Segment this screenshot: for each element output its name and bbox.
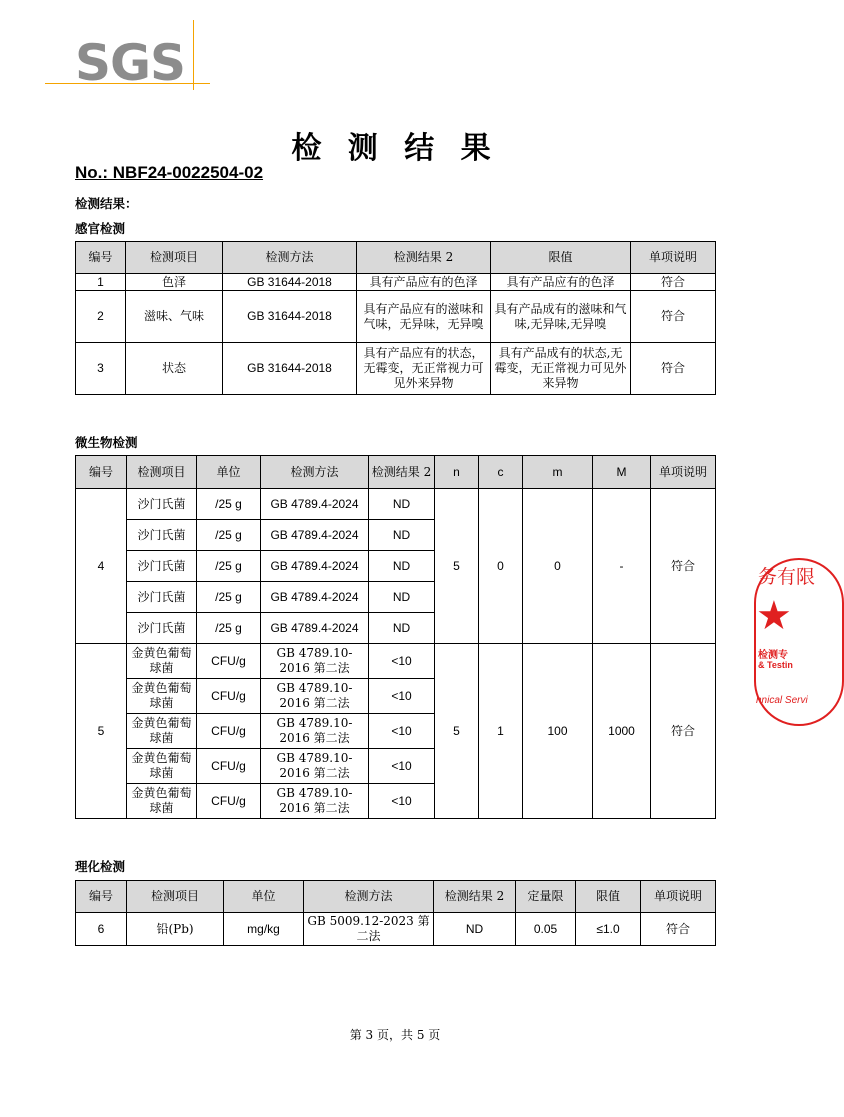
group-m-cell: 0 <box>523 489 593 644</box>
group-verdict-cell: 符合 <box>651 644 716 819</box>
table-cell: 沙门氏菌 <box>127 613 197 644</box>
table-cell: 沙门氏菌 <box>127 582 197 613</box>
table-cell: CFU/g <box>197 714 261 749</box>
section-title-sensory: 感官检测 <box>75 221 126 236</box>
group-m-cell: 100 <box>523 644 593 819</box>
table-cell: GB 4789.10-2016 第二法 <box>261 784 369 819</box>
table-row <box>76 274 716 291</box>
table-cell: ≤1.0 <box>576 913 641 946</box>
table-cell: GB 4789.10-2016 第二法 <box>261 749 369 784</box>
table-cell: GB 31644-2018 <box>223 291 357 343</box>
table-cell: mg/kg <box>224 913 304 946</box>
page-title: 检 测 结 果 <box>291 131 499 166</box>
table-cell: 金黄色葡萄球菌 <box>127 644 197 679</box>
table-cell: /25 g <box>197 489 261 520</box>
table-row <box>76 489 716 520</box>
table-cell: /25 g <box>197 582 261 613</box>
column-header: 检测结果 2 <box>434 881 516 913</box>
table-cell: 具有产品应有的状态，无霉变，无正常视力可见外来异物 <box>357 343 491 395</box>
table-cell: 色泽 <box>126 274 223 291</box>
table-cell: GB 31644-2018 <box>223 274 357 291</box>
table-cell: ND <box>369 582 435 613</box>
table-cell: 沙门氏菌 <box>127 520 197 551</box>
column-header: 编号 <box>76 881 127 913</box>
table-cell: 沙门氏菌 <box>127 489 197 520</box>
column-header: 定量限 <box>516 881 576 913</box>
company-seal-fragment <box>754 558 816 728</box>
table-cell: 滋味、气味 <box>126 291 223 343</box>
seal-text-en: & Testin <box>758 660 793 670</box>
table-cell: GB 4789.10-2016 第二法 <box>261 679 369 714</box>
column-header: m <box>523 456 593 489</box>
table-cell: 符合 <box>641 913 716 946</box>
logo-vertical-rule <box>193 20 194 90</box>
table-cell: GB 4789.4-2024 <box>261 613 369 644</box>
group-m-cell: 1000 <box>593 644 651 819</box>
table-row <box>76 343 716 395</box>
report-number: No.: NBF24-0022504-02 <box>75 163 264 182</box>
column-header: 单位 <box>197 456 261 489</box>
table-cell: 金黄色葡萄球菌 <box>127 749 197 784</box>
seal-text-bottom: hnical Servi <box>756 695 808 706</box>
table-cell: /25 g <box>197 551 261 582</box>
item-number: 5 <box>76 644 127 819</box>
page-footer: 第 3 页，共 5 页 <box>349 1028 441 1042</box>
table-cell: 符合 <box>631 343 716 395</box>
table-cell: <10 <box>369 749 435 784</box>
table-cell: CFU/g <box>197 644 261 679</box>
table-header-row <box>76 242 716 274</box>
table-cell: 6 <box>76 913 127 946</box>
column-header: 检测结果 2 <box>357 242 491 274</box>
table-row <box>76 644 716 679</box>
table-cell: /25 g <box>197 520 261 551</box>
group-n-cell: 5 <box>435 644 479 819</box>
micro-table <box>75 455 716 819</box>
table-cell: <10 <box>369 784 435 819</box>
table-cell: GB 4789.4-2024 <box>261 489 369 520</box>
table-cell: GB 4789.10-2016 第二法 <box>261 644 369 679</box>
column-header: 单位 <box>224 881 304 913</box>
table-cell: 符合 <box>631 291 716 343</box>
table-cell: GB 4789.4-2024 <box>261 520 369 551</box>
table-cell: GB 4789.4-2024 <box>261 551 369 582</box>
column-header: 检测项目 <box>127 881 224 913</box>
table-header-row <box>76 456 716 489</box>
table-cell: CFU/g <box>197 784 261 819</box>
column-header: 检测方法 <box>223 242 357 274</box>
table-row <box>76 913 716 946</box>
column-header: 检测项目 <box>127 456 197 489</box>
table-cell: 符合 <box>631 274 716 291</box>
table-cell: GB 31644-2018 <box>223 343 357 395</box>
group-c-cell: 0 <box>479 489 523 644</box>
column-header: 单项说明 <box>641 881 716 913</box>
logo-text: SGS <box>75 34 186 92</box>
column-header: 限值 <box>576 881 641 913</box>
table-header-row <box>76 881 716 913</box>
table-cell: ND <box>369 489 435 520</box>
item-number: 4 <box>76 489 127 644</box>
group-verdict-cell: 符合 <box>651 489 716 644</box>
column-header: 限值 <box>491 242 631 274</box>
table-cell: <10 <box>369 644 435 679</box>
table-cell: 具有产品成有的滋味和气味,无异味,无异嗅 <box>491 291 631 343</box>
table-row <box>76 291 716 343</box>
table-cell: 状态 <box>126 343 223 395</box>
table-cell: 金黄色葡萄球菌 <box>127 679 197 714</box>
table-cell: 金黄色葡萄球菌 <box>127 784 197 819</box>
column-header: 单项说明 <box>651 456 716 489</box>
table-cell: 沙门氏菌 <box>127 551 197 582</box>
table-cell: 3 <box>76 343 126 395</box>
seal-star-icon: ★ <box>756 593 792 639</box>
table-cell: GB 5009.12-2023 第二法 <box>304 913 434 946</box>
table-cell: 具有产品应有的色泽 <box>491 274 631 291</box>
sgs-logo <box>45 20 215 92</box>
table-cell: 铅(Pb) <box>127 913 224 946</box>
table-cell: /25 g <box>197 613 261 644</box>
column-header: M <box>593 456 651 489</box>
column-header: 单项说明 <box>631 242 716 274</box>
table-cell: GB 4789.10-2016 第二法 <box>261 714 369 749</box>
seal-text-top: 务有限 <box>758 566 816 588</box>
table-cell: ND <box>369 613 435 644</box>
column-header: 检测项目 <box>126 242 223 274</box>
table-cell: <10 <box>369 714 435 749</box>
table-cell: 2 <box>76 291 126 343</box>
column-header: n <box>435 456 479 489</box>
table-cell: 0.05 <box>516 913 576 946</box>
table-cell: 具有产品成有的状态,无霉变，无正常视力可见外来异物 <box>491 343 631 395</box>
column-header: 检测结果 2 <box>369 456 435 489</box>
results-label: 检测结果： <box>75 196 138 211</box>
column-header: 编号 <box>76 242 126 274</box>
table-cell: GB 4789.4-2024 <box>261 582 369 613</box>
chemical-table <box>75 880 716 946</box>
section-title-micro: 微生物检测 <box>75 435 138 450</box>
table-cell: ND <box>369 520 435 551</box>
column-header: 检测方法 <box>261 456 369 489</box>
table-cell: 1 <box>76 274 126 291</box>
table-cell: 具有产品应有的滋味和气味，无异味，无异嗅 <box>357 291 491 343</box>
section-title-chemical: 理化检测 <box>75 859 126 874</box>
table-cell: <10 <box>369 679 435 714</box>
table-cell: CFU/g <box>197 679 261 714</box>
table-cell: ND <box>434 913 516 946</box>
column-header: 检测方法 <box>304 881 434 913</box>
sensory-table <box>75 241 716 395</box>
table-cell: CFU/g <box>197 749 261 784</box>
group-n-cell: 5 <box>435 489 479 644</box>
seal-text-cn: 检测专 <box>758 650 788 661</box>
table-cell: ND <box>369 551 435 582</box>
group-m-cell: - <box>593 489 651 644</box>
table-cell: 金黄色葡萄球菌 <box>127 714 197 749</box>
table-cell: 具有产品应有的色泽 <box>357 274 491 291</box>
column-header: c <box>479 456 523 489</box>
column-header: 编号 <box>76 456 127 489</box>
group-c-cell: 1 <box>479 644 523 819</box>
